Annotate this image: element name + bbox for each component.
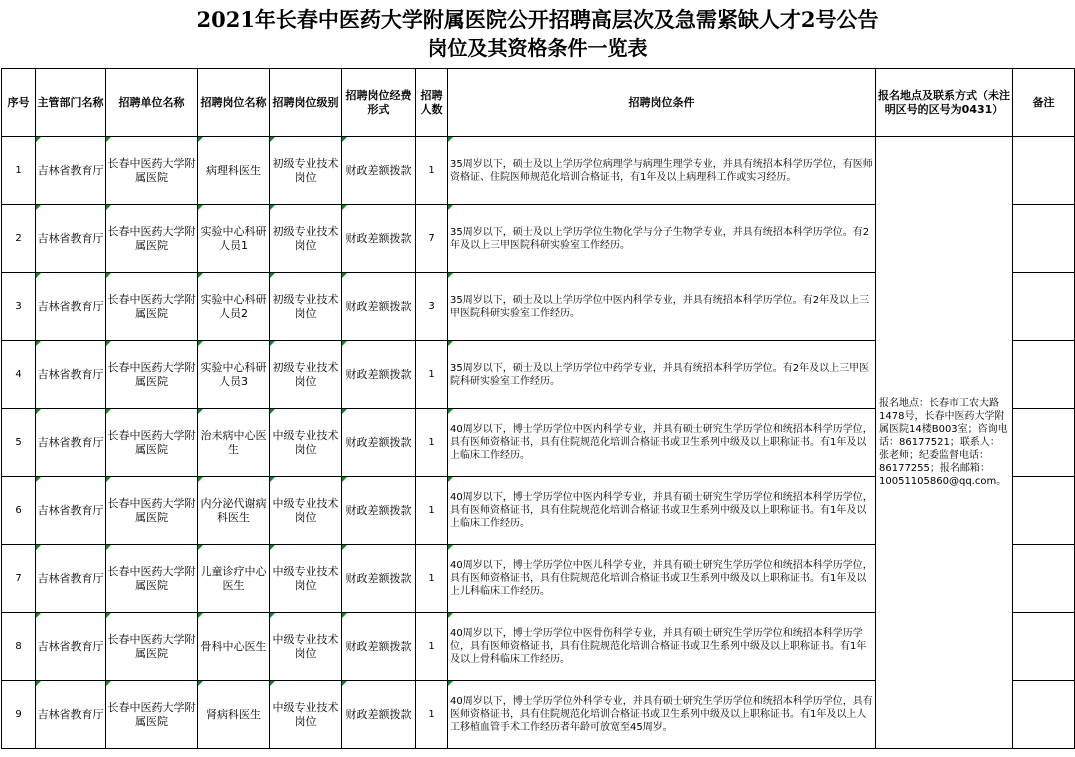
- cell-level: 初级专业技术岗位: [270, 137, 342, 205]
- cell-unit: 长春中医药大学附属医院: [106, 613, 198, 681]
- cell-requirements: 40周岁以下，博士学历学位外科学专业，并具有硕士研究生学历学位和统招本科学历学位，具有医师资格证书，具有住院规范化培训合格证书或卫生系列中级及以上职称证书。有1年及以上人工移植血管手术工作经历者年龄可放宽至45周岁。: [448, 681, 876, 749]
- cell-level: 初级专业技术岗位: [270, 205, 342, 273]
- header-funding: 招聘岗位经费形式: [342, 69, 416, 137]
- cell-contact: 报名地点：长春市工农大路1478号，长春中医药大学附属医院14楼B003室；咨询电话：86177521；联系人：张老师；纪委监督电话：86177255；报名邮箱：10051105860@qq.com。: [876, 137, 1013, 749]
- cell-remarks: [1013, 137, 1075, 205]
- cell-remarks: [1013, 681, 1075, 749]
- cell-unit: 长春中医药大学附属医院: [106, 341, 198, 409]
- cell-unit: 长春中医药大学附属医院: [106, 205, 198, 273]
- cell-seq: 3: [2, 273, 36, 341]
- cell-seq: 5: [2, 409, 36, 477]
- cell-remarks: [1013, 341, 1075, 409]
- cell-remarks: [1013, 613, 1075, 681]
- cell-unit: 长春中医药大学附属医院: [106, 409, 198, 477]
- positions-table: [1, 68, 1075, 749]
- cell-requirements: 40周岁以下，博士学历学位中医儿科学专业，并具有硕士研究生学历学位和统招本科学历学位，具有医师资格证书，具有住院规范化培训合格证书或卫生系列中级及以上职称证书。有1年及以上儿科临床工作经历。: [448, 545, 876, 613]
- cell-remarks: [1013, 409, 1075, 477]
- cell-requirements: 35周岁以下，硕士及以上学历学位生物化学与分子生物学专业，并具有统招本科学历学位。有2年及以上三甲医院科研实验室工作经历。: [448, 205, 876, 273]
- table-header-row: [2, 69, 1075, 137]
- cell-seq: 7: [2, 545, 36, 613]
- title-line-2: 岗位及其资格条件一览表: [427, 36, 648, 60]
- cell-funding: 财政差额拨款: [342, 681, 416, 749]
- cell-post: 儿童诊疗中心医生: [198, 545, 270, 613]
- cell-count: 1: [416, 137, 448, 205]
- cell-remarks: [1013, 205, 1075, 273]
- cell-requirements: 40周岁以下，博士学历学位中医内科学专业，并具有硕士研究生学历学位和统招本科学历学位，具有医师资格证书，具有住院规范化培训合格证书或卫生系列中级及以上职称证书。有1年及以上临床工作经历。: [448, 409, 876, 477]
- cell-funding: 财政差额拨款: [342, 341, 416, 409]
- cell-dept: 吉林省教育厅: [36, 205, 106, 273]
- cell-dept: 吉林省教育厅: [36, 341, 106, 409]
- cell-dept: 吉林省教育厅: [36, 137, 106, 205]
- cell-post: 肾病科医生: [198, 681, 270, 749]
- cell-funding: 财政差额拨款: [342, 613, 416, 681]
- cell-funding: 财政差额拨款: [342, 409, 416, 477]
- cell-unit: 长春中医药大学附属医院: [106, 273, 198, 341]
- cell-dept: 吉林省教育厅: [36, 545, 106, 613]
- cell-requirements: 40周岁以下，博士学历学位中医内科学专业，并具有硕士研究生学历学位和统招本科学历学位，具有医师资格证书，具有住院规范化培训合格证书或卫生系列中级及以上职称证书。有1年及以上临床工作经历。: [448, 477, 876, 545]
- cell-unit: 长春中医药大学附属医院: [106, 477, 198, 545]
- cell-remarks: [1013, 273, 1075, 341]
- cell-requirements: 40周岁以下，博士学历学位中医骨伤科学专业，并具有硕士研究生学历学位和统招本科学历学位，具有医师资格证书，具有住院规范化培训合格证书或卫生系列中级及以上职称证书。有1年及以上骨科临床工作经历。: [448, 613, 876, 681]
- cell-post: 实验中心科研人员3: [198, 341, 270, 409]
- header-unit: 招聘单位名称: [106, 69, 198, 137]
- cell-count: 1: [416, 545, 448, 613]
- cell-level: 中级专业技术岗位: [270, 477, 342, 545]
- header-count: 招聘人数: [416, 69, 448, 137]
- cell-dept: 吉林省教育厅: [36, 409, 106, 477]
- table-row: [2, 137, 1075, 205]
- cell-count: 1: [416, 409, 448, 477]
- header-post: 招聘岗位名称: [198, 69, 270, 137]
- cell-seq: 8: [2, 613, 36, 681]
- cell-remarks: [1013, 545, 1075, 613]
- cell-dept: 吉林省教育厅: [36, 681, 106, 749]
- title-line-1: 2021年长春中医药大学附属医院公开招聘高层次及急需紧缺人才2号公告: [196, 7, 879, 32]
- cell-seq: 6: [2, 477, 36, 545]
- cell-level: 初级专业技术岗位: [270, 341, 342, 409]
- header-contact: 报名地点及联系方式（未注明区号的区号为0431）: [876, 69, 1013, 137]
- cell-seq: 4: [2, 341, 36, 409]
- cell-level: 中级专业技术岗位: [270, 545, 342, 613]
- cell-seq: 2: [2, 205, 36, 273]
- header-seq: 序号: [2, 69, 36, 137]
- document-title: [0, 0, 1075, 68]
- cell-post: 实验中心科研人员2: [198, 273, 270, 341]
- header-dept: 主管部门名称: [36, 69, 106, 137]
- cell-dept: 吉林省教育厅: [36, 273, 106, 341]
- cell-dept: 吉林省教育厅: [36, 613, 106, 681]
- cell-requirements: 35周岁以下，硕士及以上学历学位中医内科学专业，并具有统招本科学历学位。有2年及以上三甲医院科研实验室工作经历。: [448, 273, 876, 341]
- cell-unit: 长春中医药大学附属医院: [106, 545, 198, 613]
- cell-post: 治未病中心医生: [198, 409, 270, 477]
- cell-level: 中级专业技术岗位: [270, 681, 342, 749]
- cell-post: 内分泌代谢病科医生: [198, 477, 270, 545]
- cell-funding: 财政差额拨款: [342, 137, 416, 205]
- header-requirements: 招聘岗位条件: [448, 69, 876, 137]
- cell-count: 3: [416, 273, 448, 341]
- cell-post: 病理科医生: [198, 137, 270, 205]
- cell-level: 中级专业技术岗位: [270, 613, 342, 681]
- cell-funding: 财政差额拨款: [342, 477, 416, 545]
- cell-requirements: 35周岁以下，硕士及以上学历学位病理学与病理生理学专业，并具有统招本科学历学位，有医师资格证、住院医师规范化培训合格证书，有1年及以上病理科工作或实习经历。: [448, 137, 876, 205]
- cell-count: 1: [416, 341, 448, 409]
- cell-count: 1: [416, 613, 448, 681]
- cell-seq: 1: [2, 137, 36, 205]
- header-remarks: 备注: [1013, 69, 1075, 137]
- cell-post: 实验中心科研人员1: [198, 205, 270, 273]
- cell-seq: 9: [2, 681, 36, 749]
- cell-dept: 吉林省教育厅: [36, 477, 106, 545]
- cell-requirements: 35周岁以下，硕士及以上学历学位中药学专业，并具有统招本科学历学位。有2年及以上三甲医院科研实验室工作经历。: [448, 341, 876, 409]
- cell-count: 7: [416, 205, 448, 273]
- cell-remarks: [1013, 477, 1075, 545]
- cell-funding: 财政差额拨款: [342, 273, 416, 341]
- cell-funding: 财政差额拨款: [342, 205, 416, 273]
- cell-level: 中级专业技术岗位: [270, 409, 342, 477]
- cell-post: 骨科中心医生: [198, 613, 270, 681]
- cell-count: 1: [416, 681, 448, 749]
- cell-unit: 长春中医药大学附属医院: [106, 681, 198, 749]
- cell-unit: 长春中医药大学附属医院: [106, 137, 198, 205]
- cell-level: 初级专业技术岗位: [270, 273, 342, 341]
- header-level: 招聘岗位级别: [270, 69, 342, 137]
- cell-count: 1: [416, 477, 448, 545]
- cell-funding: 财政差额拨款: [342, 545, 416, 613]
